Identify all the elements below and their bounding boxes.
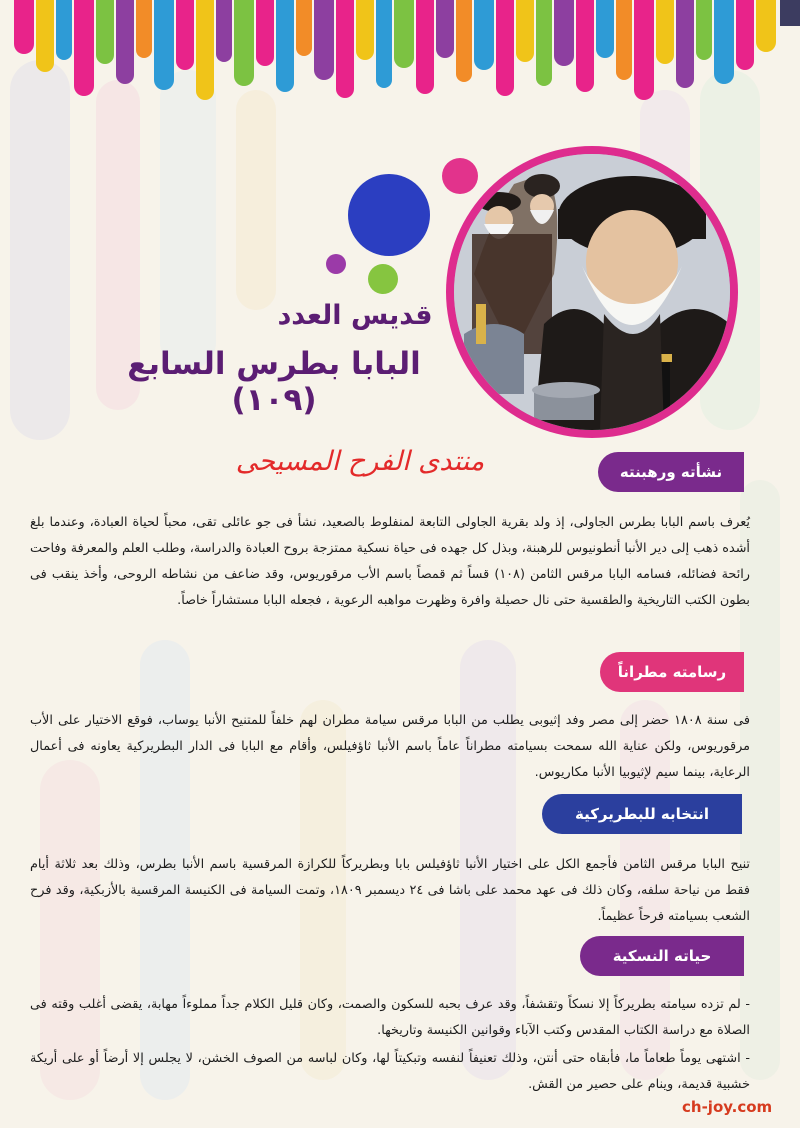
section-heading-patriarch-election (542, 794, 742, 834)
section-heading-label: حياته النسكية (612, 947, 712, 965)
section-heading-label: انتخابه للبطريركية (574, 805, 710, 823)
list-dash: - (740, 997, 750, 1012)
corner-tab (780, 0, 800, 26)
section-item-ascetic-2 (30, 1046, 750, 1098)
section-heading-ascetic-life (580, 936, 744, 976)
section-paragraph-patriarch-election: تنيح البابا مرقس الثامن فأجمع الكل على اختيار الأنبا ثاؤفيلس بابا وبطريركاً للكرازة المرقسية باسم الأنبا بطرس، وذلك بعد ثلاثة أيام فقط من نياحة سلفه، وكان ذلك فى عهد محمد على باشا فى ٢٤ ديسمبر ١٨٠٩، وتمت السيامة فى الكنيسة المرقسية بالأزبكية، وقد فرح الشعب بسيامته فرحاً عظيماً. (30, 857, 750, 924)
page-title-line1: قديس العدد (277, 300, 433, 331)
saint-portrait-image (454, 154, 730, 430)
saint-portrait-frame (446, 146, 738, 438)
list-item-text: اشتهى يوماً طعاماً ما، فأبقاه حتى أنتن، وذلك تعنيفاً لنفسه وتبكيتاً لها، وكان لباسه من الصوف الخشن، لا يجلس إلا أرضاً أو على أريكة خشبية قديمة، وينام على حصير من القش. (30, 1051, 750, 1092)
top-drip-border (0, 0, 800, 110)
list-dash: - (740, 1051, 750, 1066)
site-watermark: ch-joy.com (682, 1098, 773, 1116)
section-heading-bishop-ordination (600, 652, 744, 692)
section-paragraph-bishop-ordination: فى سنة ١٨٠٨ حضر إلى مصر وفد إثيوبى يطلب من البابا مرقس سيامة مطران لهم خلفاً للمتنيح الأنبا يوساب، فوقع الاختيار على الأب مرقوريوس، ولكن عناية الله سمحت بسيامته مطراناً عاماً باسم الأنبا ثاؤفيلس، وأقام مع البابا فى الدار البطريركية يعاونه فى أعمال الرعاية، بينما سيم لإثيوبيا الأنبا مكاريوس. (30, 713, 750, 780)
section-heading-label: نشأته ورهبنته (619, 463, 723, 481)
blue-circle-decor (348, 174, 430, 256)
purple-circle-decor (326, 254, 346, 274)
section-paragraph-upbringing: يُعرف باسم البابا بطرس الجاولى، إذ ولد بقرية الجاولى التابعة لمنفلوط بالصعيد، نشأ فى جو عائلى تقى، محباً لحياة العبادة، وعندما بلغ أشده ذهب إلى دير الأنبا أنطونيوس للرهبنة، وبذل كل جهده فى حياة نسكية ممتزجة بروح العبادة والدراسة، وطلب العلم والمعرفة وفاحت رائحة فضائله، فسامه البابا مرقس الثامن (١٠٨) قساً ثم قمصاً باسم الأب مرقوريوس، وقد ضاعف من نشاطه الروحى، وأخذ ينقب فى بطون الكتب التاريخية والطقسية حتى نال حصيلة وافرة وظهرت مواهبه الرعوية ، فجعله البابا مستشاراً خاصاً. (30, 515, 750, 608)
green-circle-decor (368, 264, 398, 294)
pink-circle-decor (442, 158, 478, 194)
section-heading-upbringing (598, 452, 744, 492)
section-heading-label: رسامته مطراناً (617, 663, 727, 681)
page-title-line2: البابا بطرس السابع (١٠٩) (127, 346, 421, 418)
forum-watermark-text: منتدى الفرح المسيحى (235, 446, 485, 477)
section-item-ascetic-1 (30, 992, 750, 1044)
list-item-text: لم تزده سيامته بطريركاً إلا نسكاً وتقشفاً، وقد عرف بحبه للسكون والصمت، وكان قليل الكلام جداً مملوءاً مهابة، يقضى أغلب وقته فى الصلاة مع دراسة الكتاب المقدس وكتب الآباء وقوانين الكنيسة وتاريخها. (30, 997, 750, 1038)
